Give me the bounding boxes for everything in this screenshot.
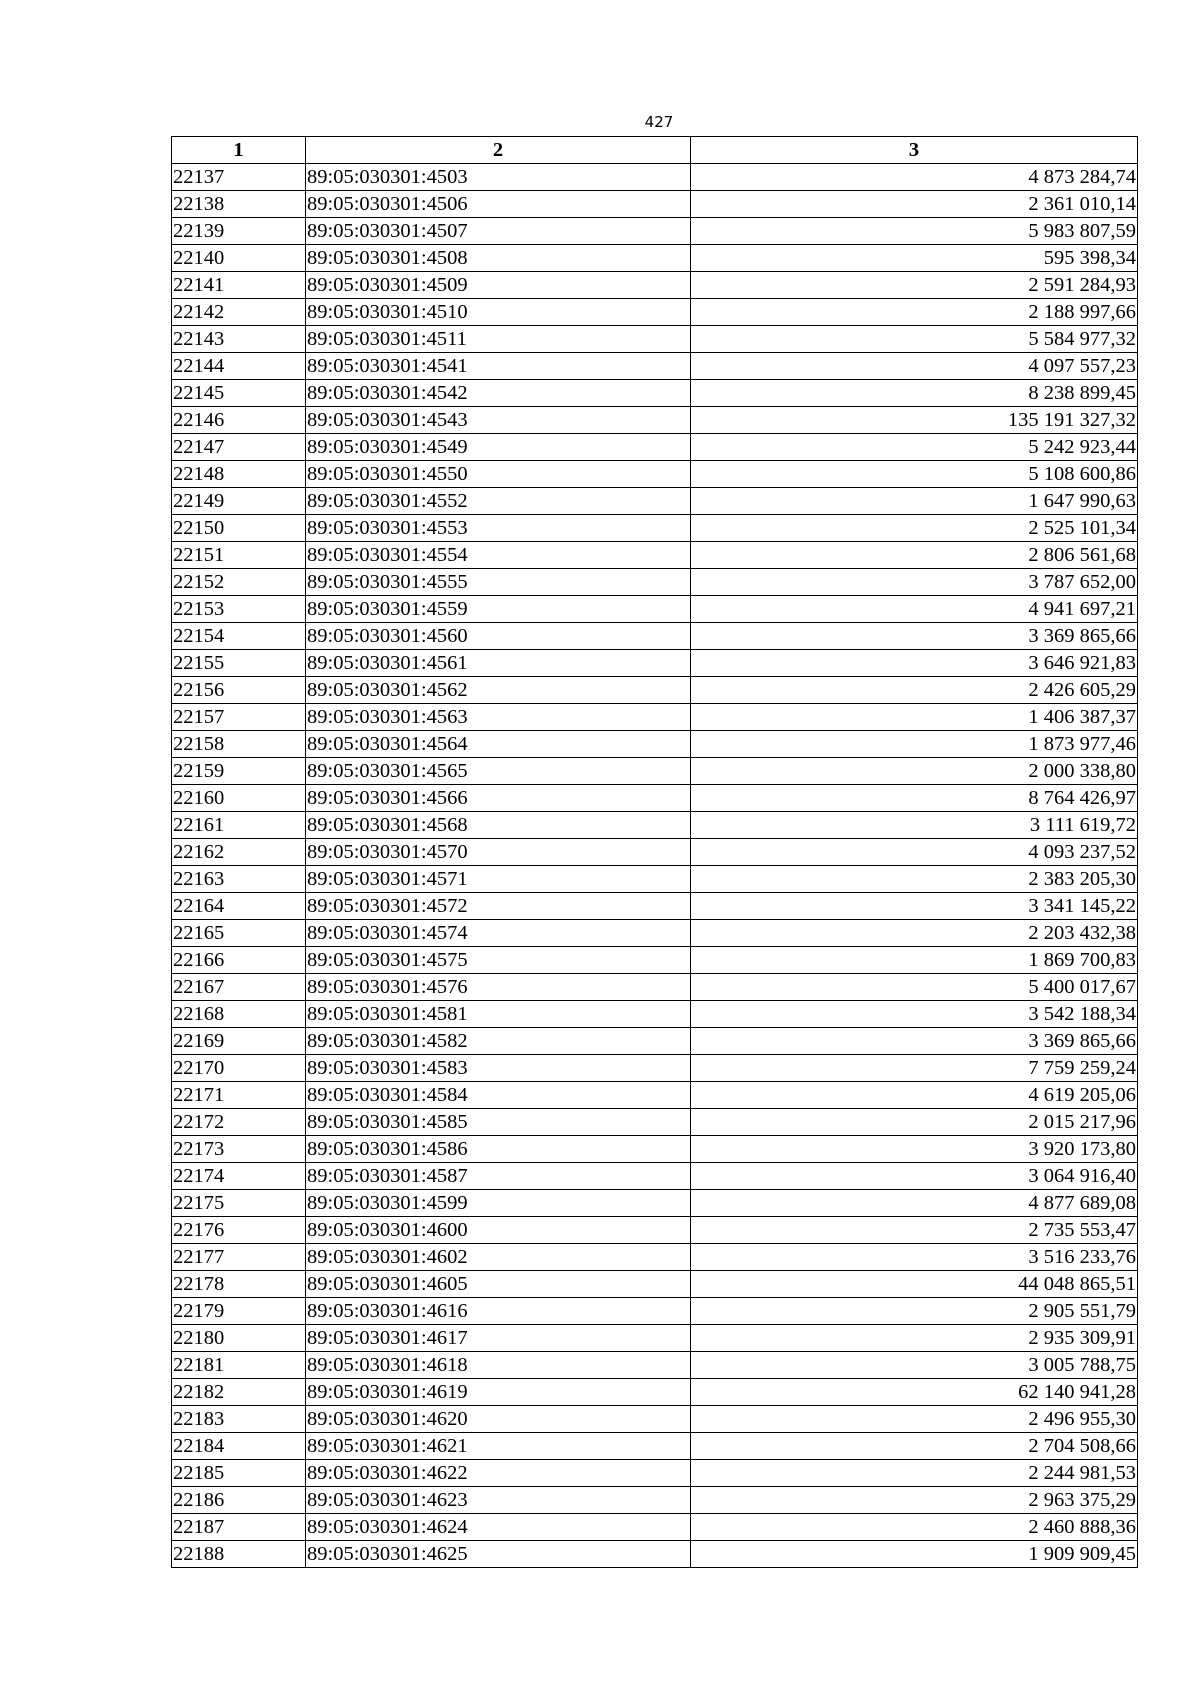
table-row	[172, 1244, 1138, 1271]
cadastral-number-cell: 89:05:030301:4587	[306, 1163, 691, 1190]
row-number-cell: 22151	[172, 542, 306, 569]
cadastral-number-cell: 89:05:030301:4542	[306, 380, 691, 407]
table-row	[172, 164, 1138, 191]
table-row	[172, 839, 1138, 866]
cadastral-value-cell: 3 369 865,66	[691, 1028, 1138, 1055]
row-number-cell: 22166	[172, 947, 306, 974]
row-number-cell: 22175	[172, 1190, 306, 1217]
table-row	[172, 596, 1138, 623]
cadastral-value-cell: 1 406 387,37	[691, 704, 1138, 731]
cadastral-value-cell: 44 048 865,51	[691, 1271, 1138, 1298]
cadastral-number-cell: 89:05:030301:4509	[306, 272, 691, 299]
cadastral-value-cell: 2 203 432,38	[691, 920, 1138, 947]
table-row	[172, 488, 1138, 515]
cadastral-value-cell: 135 191 327,32	[691, 407, 1138, 434]
cadastral-number-cell: 89:05:030301:4583	[306, 1055, 691, 1082]
table-row	[172, 326, 1138, 353]
table-row	[172, 1433, 1138, 1460]
cadastral-number-cell: 89:05:030301:4621	[306, 1433, 691, 1460]
table-row	[172, 299, 1138, 326]
cadastral-value-cell: 1 869 700,83	[691, 947, 1138, 974]
cadastral-number-cell: 89:05:030301:4586	[306, 1136, 691, 1163]
row-number-cell: 22171	[172, 1082, 306, 1109]
cadastral-number-cell: 89:05:030301:4553	[306, 515, 691, 542]
cadastral-number-cell: 89:05:030301:4574	[306, 920, 691, 947]
table-row	[172, 461, 1138, 488]
table-row	[172, 812, 1138, 839]
table-row	[172, 1055, 1138, 1082]
cadastral-value-cell: 2 000 338,80	[691, 758, 1138, 785]
table-row	[172, 542, 1138, 569]
cadastral-number-cell: 89:05:030301:4568	[306, 812, 691, 839]
table-row	[172, 407, 1138, 434]
table-row	[172, 920, 1138, 947]
cadastral-value-cell: 3 516 233,76	[691, 1244, 1138, 1271]
cadastral-number-cell: 89:05:030301:4581	[306, 1001, 691, 1028]
cadastral-number-cell: 89:05:030301:4618	[306, 1352, 691, 1379]
row-number-cell: 22172	[172, 1109, 306, 1136]
table-row	[172, 1136, 1138, 1163]
cadastral-number-cell: 89:05:030301:4511	[306, 326, 691, 353]
column-header-cadastral-value: 3	[691, 137, 1138, 164]
cadastral-value-cell: 3 064 916,40	[691, 1163, 1138, 1190]
table-row	[172, 1001, 1138, 1028]
cadastral-value-cell: 595 398,34	[691, 245, 1138, 272]
row-number-cell: 22173	[172, 1136, 306, 1163]
cadastral-value-cell: 2 496 955,30	[691, 1406, 1138, 1433]
cadastral-value-cell: 3 920 173,80	[691, 1136, 1138, 1163]
cadastral-number-cell: 89:05:030301:4561	[306, 650, 691, 677]
cadastral-value-cell: 4 941 697,21	[691, 596, 1138, 623]
cadastral-value-cell: 1 909 909,45	[691, 1541, 1138, 1568]
row-number-cell: 22177	[172, 1244, 306, 1271]
cadastral-value-cell: 4 873 284,74	[691, 164, 1138, 191]
cadastral-number-cell: 89:05:030301:4564	[306, 731, 691, 758]
row-number-cell: 22164	[172, 893, 306, 920]
cadastral-value-cell: 3 369 865,66	[691, 623, 1138, 650]
row-number-cell: 22180	[172, 1325, 306, 1352]
row-number-cell: 22184	[172, 1433, 306, 1460]
table-row	[172, 947, 1138, 974]
cadastral-number-cell: 89:05:030301:4572	[306, 893, 691, 920]
row-number-cell: 22167	[172, 974, 306, 1001]
row-number-cell: 22154	[172, 623, 306, 650]
cadastral-number-cell: 89:05:030301:4508	[306, 245, 691, 272]
cadastral-value-cell: 2 963 375,29	[691, 1487, 1138, 1514]
row-number-cell: 22149	[172, 488, 306, 515]
table-row	[172, 758, 1138, 785]
cadastral-value-cell: 5 584 977,32	[691, 326, 1138, 353]
cadastral-value-cell: 4 619 205,06	[691, 1082, 1138, 1109]
row-number-cell: 22150	[172, 515, 306, 542]
cadastral-number-cell: 89:05:030301:4622	[306, 1460, 691, 1487]
cadastral-number-cell: 89:05:030301:4571	[306, 866, 691, 893]
row-number-cell: 22152	[172, 569, 306, 596]
table-row	[172, 1406, 1138, 1433]
table-row	[172, 1514, 1138, 1541]
cadastral-number-cell: 89:05:030301:4570	[306, 839, 691, 866]
row-number-cell: 22147	[172, 434, 306, 461]
row-number-cell: 22185	[172, 1460, 306, 1487]
cadastral-value-cell: 8 238 899,45	[691, 380, 1138, 407]
row-number-cell: 22163	[172, 866, 306, 893]
table-row	[172, 974, 1138, 1001]
row-number-cell: 22156	[172, 677, 306, 704]
cadastral-number-cell: 89:05:030301:4554	[306, 542, 691, 569]
cadastral-number-cell: 89:05:030301:4507	[306, 218, 691, 245]
cadastral-value-cell: 3 646 921,83	[691, 650, 1138, 677]
row-number-cell: 22186	[172, 1487, 306, 1514]
table-row	[172, 1082, 1138, 1109]
row-number-cell: 22182	[172, 1379, 306, 1406]
cadastral-value-cell: 62 140 941,28	[691, 1379, 1138, 1406]
table-row	[172, 1325, 1138, 1352]
cadastral-value-cell: 5 400 017,67	[691, 974, 1138, 1001]
row-number-cell: 22158	[172, 731, 306, 758]
cadastral-value-cell: 2 015 217,96	[691, 1109, 1138, 1136]
cadastral-number-cell: 89:05:030301:4549	[306, 434, 691, 461]
row-number-cell: 22146	[172, 407, 306, 434]
row-number-cell: 22137	[172, 164, 306, 191]
cadastral-number-cell: 89:05:030301:4555	[306, 569, 691, 596]
row-number-cell: 22174	[172, 1163, 306, 1190]
row-number-cell: 22141	[172, 272, 306, 299]
cadastral-value-table	[171, 136, 1138, 1568]
cadastral-value-cell: 2 735 553,47	[691, 1217, 1138, 1244]
row-number-cell: 22181	[172, 1352, 306, 1379]
cadastral-value-cell: 4 093 237,52	[691, 839, 1138, 866]
cadastral-number-cell: 89:05:030301:4576	[306, 974, 691, 1001]
table-row	[172, 1487, 1138, 1514]
table-row	[172, 677, 1138, 704]
row-number-cell: 22176	[172, 1217, 306, 1244]
cadastral-value-cell: 2 905 551,79	[691, 1298, 1138, 1325]
row-number-cell: 22178	[172, 1271, 306, 1298]
table-row	[172, 1460, 1138, 1487]
cadastral-value-cell: 3 341 145,22	[691, 893, 1138, 920]
page-number: 427	[644, 113, 674, 131]
row-number-cell: 22139	[172, 218, 306, 245]
table-row	[172, 569, 1138, 596]
table-row	[172, 1541, 1138, 1568]
table-row	[172, 1028, 1138, 1055]
cadastral-value-cell: 8 764 426,97	[691, 785, 1138, 812]
cadastral-number-cell: 89:05:030301:4560	[306, 623, 691, 650]
cadastral-value-cell: 3 787 652,00	[691, 569, 1138, 596]
table-row	[172, 893, 1138, 920]
cadastral-number-cell: 89:05:030301:4566	[306, 785, 691, 812]
table-row	[172, 1217, 1138, 1244]
table-row	[172, 191, 1138, 218]
row-number-cell: 22160	[172, 785, 306, 812]
cadastral-number-cell: 89:05:030301:4620	[306, 1406, 691, 1433]
cadastral-value-cell: 2 244 981,53	[691, 1460, 1138, 1487]
cadastral-value-cell: 2 188 997,66	[691, 299, 1138, 326]
row-number-cell: 22168	[172, 1001, 306, 1028]
cadastral-number-cell: 89:05:030301:4503	[306, 164, 691, 191]
cadastral-number-cell: 89:05:030301:4619	[306, 1379, 691, 1406]
table-row	[172, 218, 1138, 245]
row-number-cell: 22165	[172, 920, 306, 947]
row-number-cell: 22153	[172, 596, 306, 623]
cadastral-number-cell: 89:05:030301:4625	[306, 1541, 691, 1568]
cadastral-value-cell: 5 242 923,44	[691, 434, 1138, 461]
cadastral-value-cell: 5 108 600,86	[691, 461, 1138, 488]
cadastral-number-cell: 89:05:030301:4624	[306, 1514, 691, 1541]
cadastral-value-cell: 1 873 977,46	[691, 731, 1138, 758]
row-number-cell: 22155	[172, 650, 306, 677]
cadastral-number-cell: 89:05:030301:4510	[306, 299, 691, 326]
row-number-cell: 22183	[172, 1406, 306, 1433]
cadastral-number-cell: 89:05:030301:4605	[306, 1271, 691, 1298]
table-row	[172, 650, 1138, 677]
row-number-cell: 22138	[172, 191, 306, 218]
row-number-cell: 22170	[172, 1055, 306, 1082]
row-number-cell: 22142	[172, 299, 306, 326]
table-row	[172, 353, 1138, 380]
cadastral-number-cell: 89:05:030301:4623	[306, 1487, 691, 1514]
cadastral-value-cell: 3 005 788,75	[691, 1352, 1138, 1379]
cadastral-number-cell: 89:05:030301:4550	[306, 461, 691, 488]
cadastral-value-cell: 2 361 010,14	[691, 191, 1138, 218]
cadastral-number-cell: 89:05:030301:4599	[306, 1190, 691, 1217]
column-header-number: 1	[172, 137, 306, 164]
table-row	[172, 434, 1138, 461]
row-number-cell: 22143	[172, 326, 306, 353]
table-body	[172, 164, 1138, 1568]
cadastral-number-cell: 89:05:030301:4575	[306, 947, 691, 974]
row-number-cell: 22161	[172, 812, 306, 839]
cadastral-number-cell: 89:05:030301:4506	[306, 191, 691, 218]
cadastral-value-cell: 2 806 561,68	[691, 542, 1138, 569]
cadastral-number-cell: 89:05:030301:4559	[306, 596, 691, 623]
cadastral-number-cell: 89:05:030301:4582	[306, 1028, 691, 1055]
cadastral-value-cell: 7 759 259,24	[691, 1055, 1138, 1082]
cadastral-number-cell: 89:05:030301:4584	[306, 1082, 691, 1109]
cadastral-value-cell: 3 111 619,72	[691, 812, 1138, 839]
row-number-cell: 22188	[172, 1541, 306, 1568]
table-header-row	[172, 137, 1138, 164]
cadastral-number-cell: 89:05:030301:4563	[306, 704, 691, 731]
cadastral-number-cell: 89:05:030301:4585	[306, 1109, 691, 1136]
table-row	[172, 272, 1138, 299]
table-row	[172, 1163, 1138, 1190]
table-row	[172, 623, 1138, 650]
cadastral-number-cell: 89:05:030301:4617	[306, 1325, 691, 1352]
cadastral-value-cell: 2 591 284,93	[691, 272, 1138, 299]
table-row	[172, 1352, 1138, 1379]
cadastral-number-cell: 89:05:030301:4565	[306, 758, 691, 785]
cadastral-value-cell: 4 877 689,08	[691, 1190, 1138, 1217]
table-row	[172, 1298, 1138, 1325]
table-row	[172, 515, 1138, 542]
cadastral-number-cell: 89:05:030301:4552	[306, 488, 691, 515]
row-number-cell: 22179	[172, 1298, 306, 1325]
cadastral-number-cell: 89:05:030301:4616	[306, 1298, 691, 1325]
table-row	[172, 245, 1138, 272]
table-row	[172, 1271, 1138, 1298]
cadastral-value-cell: 2 525 101,34	[691, 515, 1138, 542]
cadastral-number-cell: 89:05:030301:4600	[306, 1217, 691, 1244]
table-row	[172, 731, 1138, 758]
row-number-cell: 22169	[172, 1028, 306, 1055]
cadastral-value-cell: 2 704 508,66	[691, 1433, 1138, 1460]
column-header-cadastral-number: 2	[306, 137, 691, 164]
row-number-cell: 22162	[172, 839, 306, 866]
table-row	[172, 704, 1138, 731]
table-row	[172, 1190, 1138, 1217]
cadastral-number-cell: 89:05:030301:4562	[306, 677, 691, 704]
table-row	[172, 785, 1138, 812]
cadastral-number-cell: 89:05:030301:4602	[306, 1244, 691, 1271]
cadastral-value-cell: 3 542 188,34	[691, 1001, 1138, 1028]
cadastral-value-cell: 2 935 309,91	[691, 1325, 1138, 1352]
row-number-cell: 22144	[172, 353, 306, 380]
cadastral-value-cell: 2 426 605,29	[691, 677, 1138, 704]
cadastral-value-cell: 4 097 557,23	[691, 353, 1138, 380]
cadastral-value-cell: 2 460 888,36	[691, 1514, 1138, 1541]
row-number-cell: 22140	[172, 245, 306, 272]
cadastral-value-cell: 2 383 205,30	[691, 866, 1138, 893]
row-number-cell: 22145	[172, 380, 306, 407]
cadastral-value-cell: 5 983 807,59	[691, 218, 1138, 245]
row-number-cell: 22157	[172, 704, 306, 731]
table-row	[172, 1379, 1138, 1406]
cadastral-number-cell: 89:05:030301:4541	[306, 353, 691, 380]
cadastral-number-cell: 89:05:030301:4543	[306, 407, 691, 434]
table-row	[172, 1109, 1138, 1136]
cadastral-value-cell: 1 647 990,63	[691, 488, 1138, 515]
table-row	[172, 866, 1138, 893]
row-number-cell: 22148	[172, 461, 306, 488]
row-number-cell: 22187	[172, 1514, 306, 1541]
row-number-cell: 22159	[172, 758, 306, 785]
table-row	[172, 380, 1138, 407]
